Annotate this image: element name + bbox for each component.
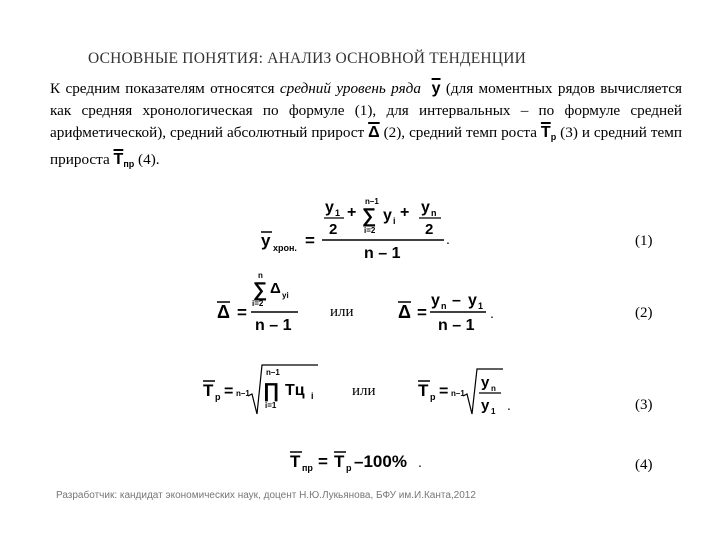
- f3-or: или: [352, 383, 376, 399]
- f3-dot: .: [507, 397, 511, 413]
- formula-3: [203, 365, 653, 416]
- f4-rhs-sub: р: [346, 463, 352, 473]
- f3-eq-b: =: [439, 383, 449, 400]
- text-run: К средним показателям относятся: [50, 80, 280, 97]
- sigma-icon: ∑: [362, 205, 377, 227]
- f3-lhs-sub: р: [215, 392, 221, 402]
- f2-minus: –: [452, 292, 461, 309]
- f1-sum-top: n–1: [365, 197, 379, 206]
- formula-2: [217, 271, 653, 334]
- sigma-icon: ∑: [253, 279, 268, 301]
- f1-plus-b: +: [400, 204, 410, 221]
- f4-number: (4): [635, 457, 653, 473]
- italic-term: средний уровень ряда: [279, 80, 421, 97]
- f4-eq: =: [318, 452, 328, 471]
- f2-lhs: Δ: [217, 302, 230, 322]
- f2-eq-b: =: [417, 303, 427, 322]
- f2-num-b: y: [431, 292, 440, 309]
- product-icon: ∏: [263, 380, 280, 402]
- text-run: (для моментных рядов вычисляется как средняя хронологическая по формуле (1), для интервальных – по формуле средней арифметической), средний абсолютный прирост: [50, 80, 682, 142]
- f2-den-b: n – 1: [438, 317, 475, 334]
- f3-lhs2: T: [418, 381, 429, 400]
- f3-prod-top: n–1: [266, 368, 280, 377]
- f1-sum-bottom: i=2: [364, 226, 376, 235]
- f2-or: или: [330, 304, 354, 320]
- f2-num-b2: y: [468, 292, 477, 309]
- text-run: (2), средний темп роста: [379, 124, 541, 142]
- f2-sum-top: n: [258, 271, 263, 280]
- f3-root-index2: n–1: [451, 389, 465, 398]
- f1-yi-sub: i: [393, 216, 396, 226]
- delta-symbol: $\overline{\Delta}$: [368, 124, 380, 142]
- f1-y1: y: [325, 199, 334, 216]
- f1-plus-a: +: [347, 204, 357, 221]
- mean-level-symbol: $\overline{y}$: [431, 80, 441, 97]
- f2-num-a-sub: yi: [282, 291, 289, 300]
- f3-prod-bottom: i=1: [265, 401, 277, 410]
- f3-frac-top: y: [481, 374, 490, 391]
- f1-lhs: y: [261, 231, 271, 250]
- f3-tc-sub: i: [311, 391, 314, 401]
- f3-frac-bottom: y: [481, 397, 490, 414]
- f2-number: (2): [635, 305, 653, 321]
- f4-lhs: T: [290, 452, 301, 471]
- f2-num-b2-sub: 1: [478, 301, 484, 311]
- f2-num-b-sub: n: [441, 301, 447, 311]
- f1-two-b: 2: [425, 221, 434, 238]
- f3-root-index: n–1: [236, 389, 250, 398]
- f2-num-a: Δ: [270, 280, 281, 297]
- radical-icon: [248, 365, 318, 414]
- f1-y1-sub: 1: [335, 208, 341, 218]
- f2-sum-bottom: i=2: [252, 299, 264, 308]
- increase-rate-subscript: пр: [123, 158, 135, 169]
- f2-lhs2: Δ: [398, 302, 411, 322]
- f1-two-a: 2: [329, 221, 338, 238]
- f1-eq: =: [305, 231, 315, 250]
- f3-lhs: T: [203, 381, 214, 400]
- growth-rate-subscript: р: [550, 132, 557, 143]
- f3-frac-bottom-sub: 1: [491, 407, 496, 416]
- f1-dot: .: [446, 231, 450, 247]
- f4-dot: .: [418, 454, 422, 470]
- f3-eq-a: =: [224, 383, 234, 400]
- f3-frac-top-sub: n: [491, 384, 496, 393]
- f4-tail: –100%: [354, 452, 407, 471]
- f2-eq-a: =: [237, 303, 247, 322]
- footer-credit: Разработчик: кандидат экономических наук, доцент Н.Ю.Лукьянова, БФУ им.И.Канта,2012: [56, 490, 476, 501]
- f1-yn: y: [421, 199, 430, 216]
- f4-rhs: T: [334, 452, 345, 471]
- f3-tc: Тц: [285, 382, 305, 399]
- text-run: (4).: [134, 150, 160, 168]
- slide-title: ОСНОВНЫЕ ПОНЯТИЯ: АНАЛИЗ ОСНОВНОЙ ТЕНДЕНЦИИ: [88, 50, 526, 67]
- f1-lhs-sub: хрон.: [273, 243, 297, 253]
- f1-yi: y: [383, 207, 392, 224]
- formula-4: [290, 452, 653, 473]
- f3-lhs2-sub: р: [430, 392, 436, 402]
- f1-yn-sub: n: [431, 208, 437, 218]
- f1-number: (1): [635, 233, 653, 249]
- growth-rate-symbol: $\overline{T}$: [540, 124, 551, 142]
- f2-dot: .: [490, 305, 494, 321]
- text-run: (3) и средний темп прироста: [50, 124, 682, 168]
- f4-lhs-sub: пр: [302, 463, 313, 473]
- increase-rate-symbol: $\overline{T}$: [113, 150, 124, 168]
- f1-denominator: n – 1: [364, 245, 401, 262]
- formula-1: [261, 197, 653, 262]
- f3-number: (3): [635, 397, 653, 413]
- f2-den-a: n – 1: [255, 317, 292, 334]
